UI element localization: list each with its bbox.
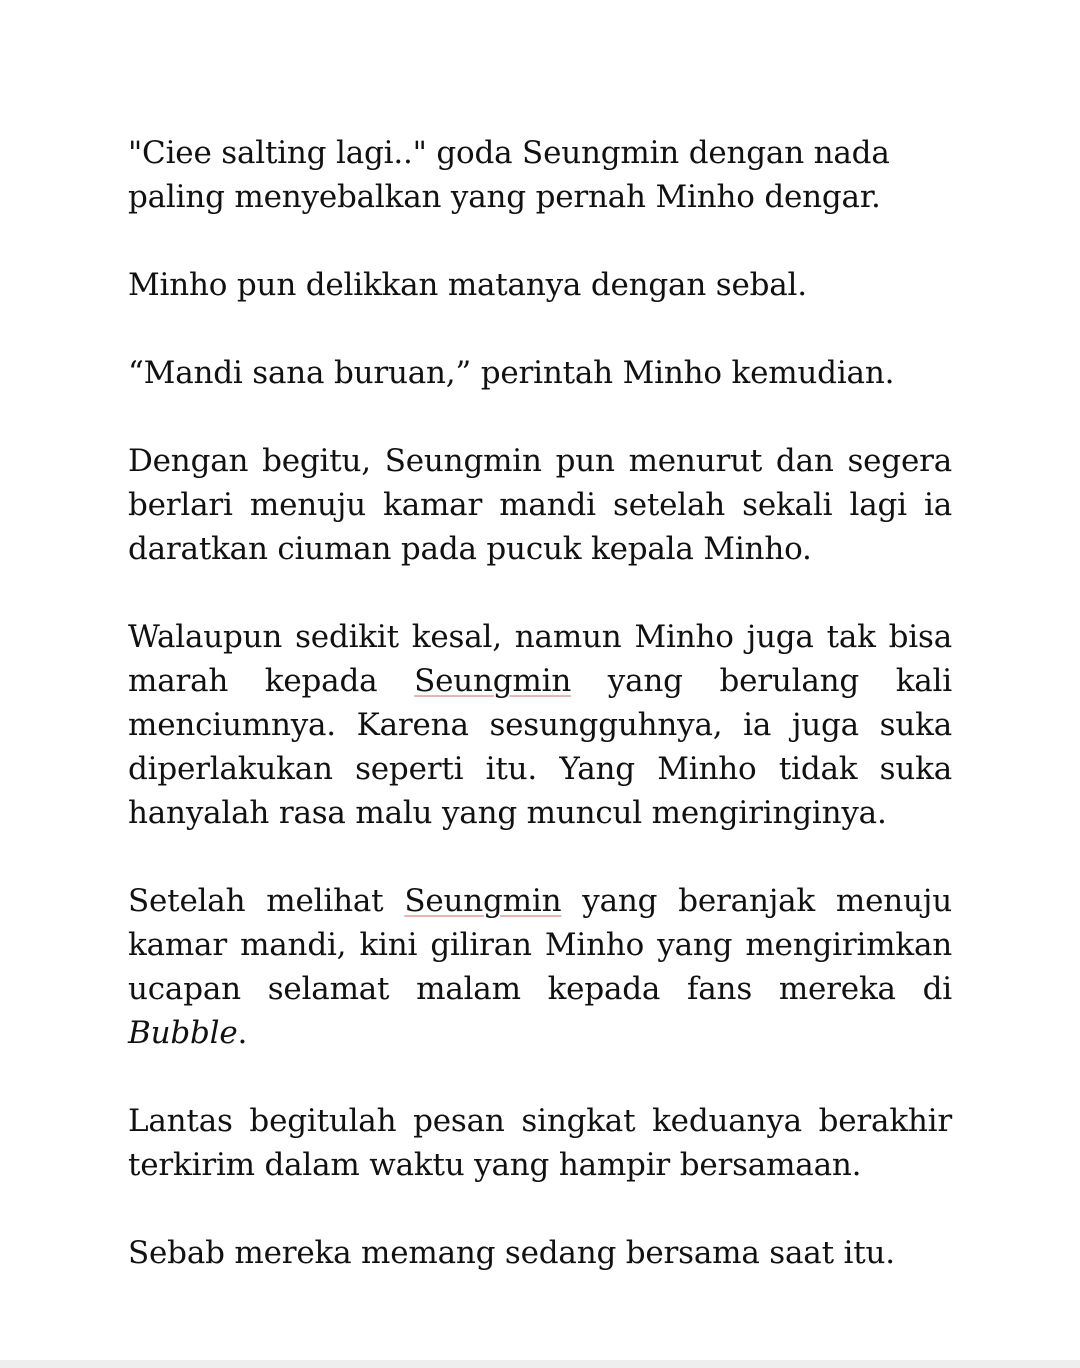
- italic-term: Bubble: [128, 1015, 238, 1051]
- paragraph-6-part-2: yang beranjak menuju kamar mandi, kini giliran Minho yang mengirimkan ucapan selamat malam kepada fans mereka di: [128, 883, 952, 1007]
- paragraph-6-part-1: Setelah melihat: [128, 883, 405, 919]
- paragraph-4: Dengan begitu, Seungmin pun menurut dan segera berlari menuju kamar mandi setelah sekali lagi ia daratkan ciuman pada pucuk kepala Minho.: [128, 443, 952, 567]
- paragraph-5-part-2: yang berulang kali menciumnya. Karena sesungguhnya, ia juga suka diperlakukan seperti itu. Yang Minho tidak suka hanyalah rasa malu yang muncul mengiringinya.: [128, 663, 952, 831]
- spellcheck-word[interactable]: Seungmin: [404, 883, 562, 919]
- paragraph-7: Lantas begitulah pesan singkat keduanya berakhir terkirim dalam waktu yang hampir bersamaan.: [128, 1103, 952, 1183]
- paragraph-3: “Mandi sana buruan,” perintah Minho kemudian.: [128, 355, 895, 391]
- bottom-strip: [0, 1360, 1080, 1368]
- paragraph-2: Minho pun delikkan matanya dengan sebal.: [128, 267, 807, 303]
- paragraph-1: "Ciee salting lagi.." goda Seungmin dengan nada paling menyebalkan yang pernah Minho dengar.: [128, 135, 890, 215]
- paragraph-8: Sebab mereka memang sedang bersama saat itu.: [128, 1235, 895, 1271]
- paragraph-5-part-1: Walaupun sedikit kesal, namun Minho juga tak bisa marah kepada: [128, 619, 952, 699]
- paragraph-6-part-3: .: [237, 1015, 248, 1051]
- document-body: [128, 131, 952, 1275]
- paragraph-6: [128, 879, 952, 1055]
- spellcheck-word[interactable]: Seungmin: [414, 663, 572, 699]
- paragraph-5: [128, 615, 952, 835]
